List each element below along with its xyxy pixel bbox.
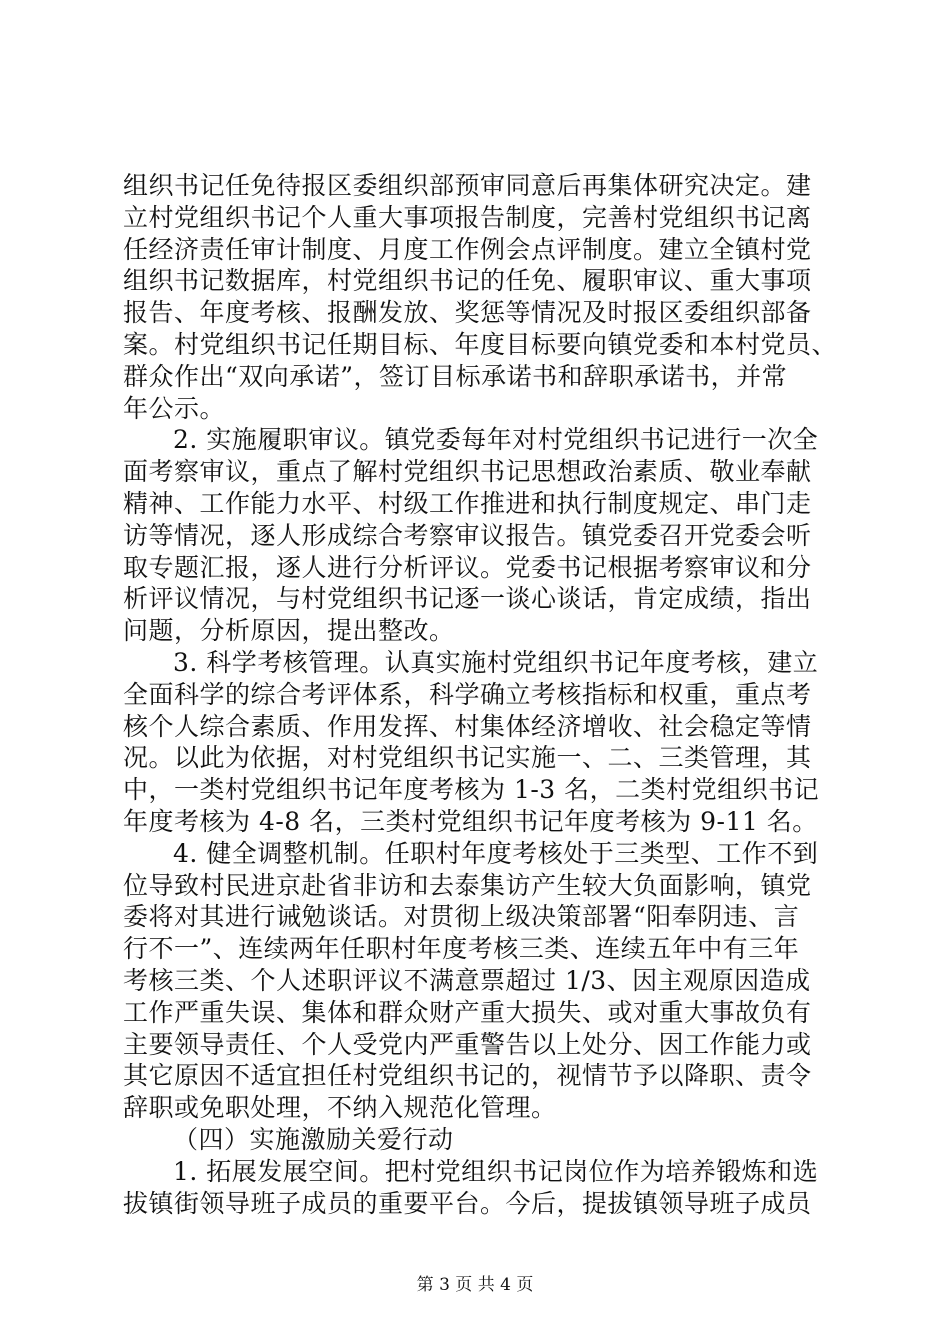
text-line: 拔镇街领导班子成员的重要平台。今后，提拔镇领导班子成员 <box>123 1188 812 1218</box>
document-body <box>123 170 838 1219</box>
text-line: 年公示。 <box>123 393 226 423</box>
text-line: 其它原因不适宜担任村党组织书记的，视情节予以降职、责令 <box>123 1061 812 1091</box>
text-line: 考核三类、个人述职评议不满意票超过 1/3、因主观原因造成 <box>123 965 811 995</box>
page-number-footer: 第 3 页 共 4 页 <box>416 1275 534 1295</box>
text-line: 报告、年度考核、报酬发放、奖惩等情况及时报区委组织部备 <box>123 298 812 328</box>
text-line: 立村党组织书记个人重大事项报告制度，完善村党组织书记离 <box>123 202 812 232</box>
paragraph-start-item-4: 4. 健全调整机制。任职村年度考核处于三类型、工作不到 <box>173 838 819 868</box>
text-line: 访等情况，逐人形成综合考察审议报告。镇党委召开党委会听 <box>123 520 812 550</box>
text-line: 群众作出“双向承诺”，签订目标承诺书和辞职承诺书，并常 <box>123 361 788 391</box>
text-line: 全面科学的综合考评体系，科学确立考核指标和权重，重点考 <box>123 679 812 709</box>
text-line: 组织书记任免待报区委组织部预审同意后再集体研究决定。建 <box>123 171 812 200</box>
text-line: 年度考核为 4-8 名，三类村党组织书记年度考核为 9-11 名。 <box>123 806 818 836</box>
text-line: 问题，分析原因，提出整改。 <box>123 616 455 646</box>
text-line: 辞职或免职处理，不纳入规范化管理。 <box>123 1093 557 1123</box>
text-line: 精神、工作能力水平、村级工作推进和执行制度规定、串门走 <box>123 488 812 518</box>
text-line: 析评议情况，与村党组织书记逐一谈心谈话，肯定成绩，指出 <box>123 584 812 614</box>
text-line: 取专题汇报，逐人进行分析评议。党委书记根据考察审议和分 <box>123 552 812 582</box>
text-line: 位导致村民进京赴省非访和去泰集访产生较大负面影响，镇党 <box>123 870 812 900</box>
text-line: 中，一类村党组织书记年度考核为 1-3 名，二类村党组织书记 <box>123 775 820 805</box>
text-line: 组织书记数据库，村党组织书记的任免、履职审议、重大事项 <box>123 266 812 296</box>
paragraph-start-item-1: 1. 拓展发展空间。把村党组织书记岗位作为培养锻炼和选 <box>173 1156 819 1186</box>
text-line: 主要领导责任、个人受党内严重警告以上处分、因工作能力或 <box>123 1029 812 1059</box>
paragraph-start-item-3: 3. 科学考核管理。认真实施村党组织书记年度考核，建立 <box>173 647 819 677</box>
text-line: 行不一”、连续两年任职村年度考核三类、连续五年中有三年 <box>123 934 800 964</box>
text-line: 面考察审议，重点了解村党组织书记思想政治素质、敬业奉献 <box>123 457 812 487</box>
section-heading: （四）实施激励关爱行动 <box>173 1124 454 1154</box>
text-line: 委将对其进行诫勉谈话。对贯彻上级决策部署“阳奉阴违、言 <box>123 902 800 932</box>
text-line: 核个人综合素质、作用发挥、村集体经济增收、社会稳定等情 <box>123 711 812 741</box>
text-line: 任经济责任审计制度、月度工作例会点评制度。建立全镇村党 <box>123 234 812 264</box>
text-line: 况。以此为依据，对村党组织书记实施一、二、三类管理，其 <box>123 743 812 773</box>
text-line: 案。村党组织书记任期目标、年度目标要向镇党委和本村党员、 <box>123 329 838 359</box>
text-line: 工作严重失误、集体和群众财产重大损失、或对重大事故负有 <box>123 997 812 1027</box>
paragraph-start-item-2: 2. 实施履职审议。镇党委每年对村党组织书记进行一次全 <box>173 425 819 455</box>
